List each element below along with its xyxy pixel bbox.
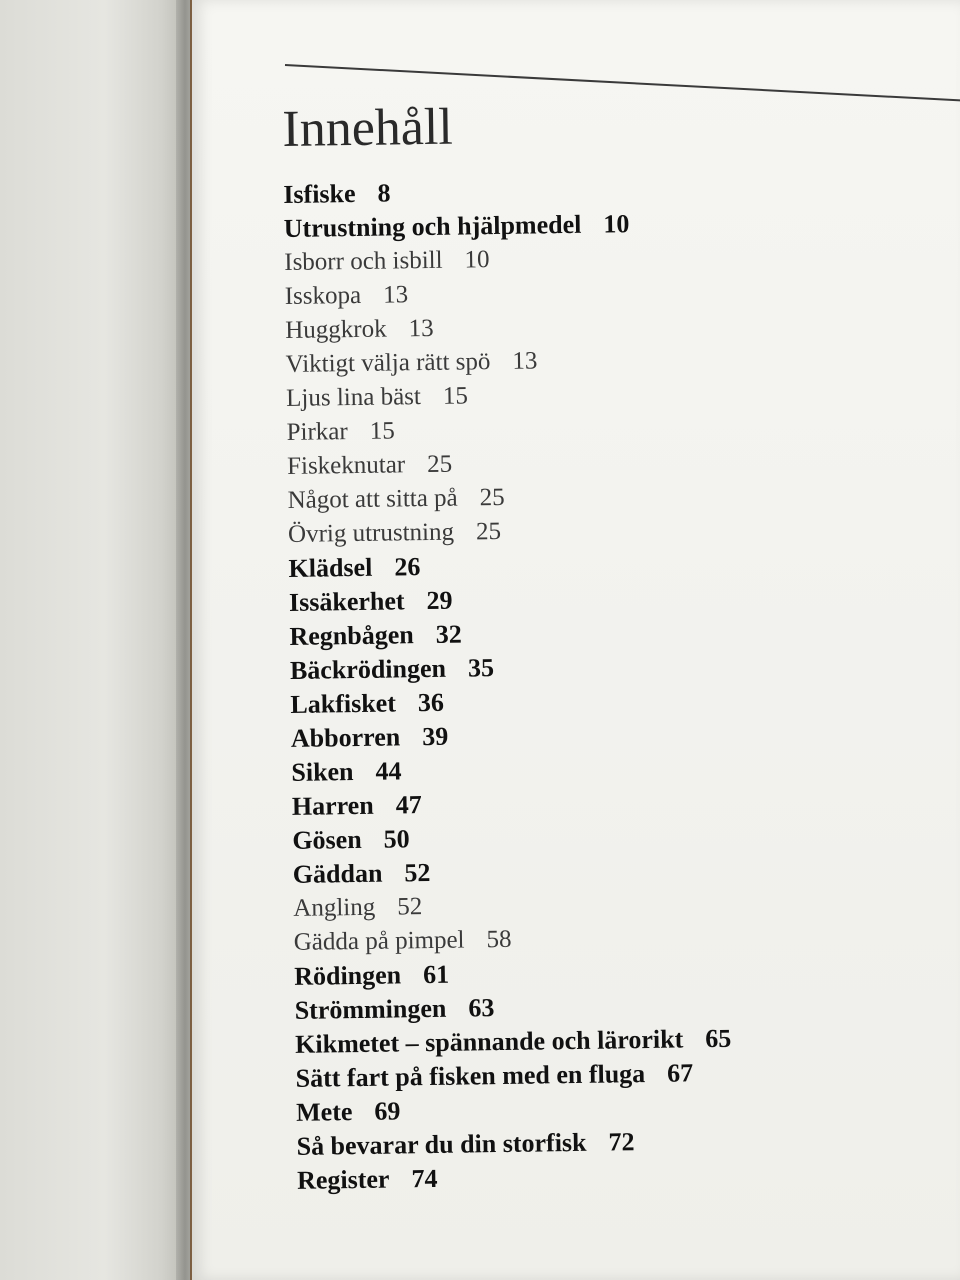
toc-entry-page: 35 [467,653,495,683]
toc-entry-page: 74 [411,1163,438,1194]
toc-entry-title: Utrustning och hjälpmedel [283,209,582,243]
toc-entry-page: 25 [475,517,502,546]
toc-entry-page: 39 [422,721,449,752]
toc-entry-title: Angling [293,893,376,922]
toc-entry-page: 13 [408,314,434,343]
toc-entry-page: 25 [426,450,453,479]
toc-entry-title: Isfiske [283,178,356,209]
toc-entry-page: 52 [404,858,431,888]
toc-entry-title: Sätt fart på fisken med en fluga [295,1059,646,1093]
toc-entry-title: Viktigt välja rätt spö [285,348,491,378]
toc-entry-title: Isskopa [284,281,362,310]
toc-entry-title: Siken [291,757,354,787]
toc-entry-title: Pirkar [286,418,348,446]
toc-entry-page: 8 [377,178,391,208]
toc-entry-title: Regnbågen [289,620,414,651]
toc-entry-title: Harren [291,790,374,821]
toc-entry-page: 10 [603,209,630,239]
toc-entry-page: 13 [512,347,538,375]
toc-entry-title: Lakfisket [290,688,397,719]
toc-entry-title: Gädda på pimpel [293,926,465,956]
toc-entry-title: Bäckrödingen [289,653,447,685]
toc-entry-page: 69 [374,1096,401,1126]
toc-entry-page: 52 [397,893,423,921]
toc-entry-page: 10 [464,246,490,274]
toc-entry-title: Isborr och isbill [284,246,443,276]
toc-entry-page: 72 [608,1127,635,1157]
toc-entry-page: 25 [479,483,505,512]
toc-entry-title: Något att sitta på [287,484,458,514]
toc-entry-page: 29 [426,585,453,616]
table-of-contents [282,91,937,1198]
toc-entry-page: 36 [417,687,445,718]
toc-entry-page: 13 [382,281,409,309]
toc-list [283,169,937,1198]
toc-entry-title: Abborren [290,722,401,753]
toc-entry-page: 32 [435,619,462,649]
toc-entry-page: 44 [375,756,402,786]
page-title: Innehåll [282,98,454,158]
toc-entry-page: 15 [442,382,469,410]
toc-entry-title: Issäkerhet [288,586,405,617]
toc-entry-page: 47 [395,790,422,820]
toc-entry-page: 61 [422,959,450,990]
toc-entry-page: 50 [383,824,410,854]
toc-entry-title: Övrig utrustning [287,518,455,548]
toc-entry-page: 65 [705,1023,732,1054]
toc-entry-title: Så bevarar du din storfisk [296,1127,587,1161]
toc-entry-title: Huggkrok [285,315,387,344]
toc-entry-title: Register [296,1164,390,1195]
toc-entry-title: Rödingen [294,960,402,991]
toc-entry-title: Ljus lina bäst [285,383,422,412]
toc-entry-page: 26 [394,552,421,582]
toc-entry-title: Klädsel [288,552,373,583]
left-page [0,0,190,1280]
toc-entry-title: Gösen [292,824,362,855]
toc-entry-page: 15 [369,417,395,445]
toc-entry-page: 58 [486,925,512,954]
toc-entry-title: Mete [295,1097,353,1127]
toc-entry-title: Strömmingen [294,993,447,1025]
toc-entry-title: Gäddan [292,858,383,889]
toc-entry-page: 63 [468,993,495,1023]
toc-entry-title: Kikmetet – spännande och lärorikt [294,1024,684,1059]
toc-entry-title: Fiskeknutar [286,451,406,480]
toc-entry-page: 67 [666,1058,694,1088]
